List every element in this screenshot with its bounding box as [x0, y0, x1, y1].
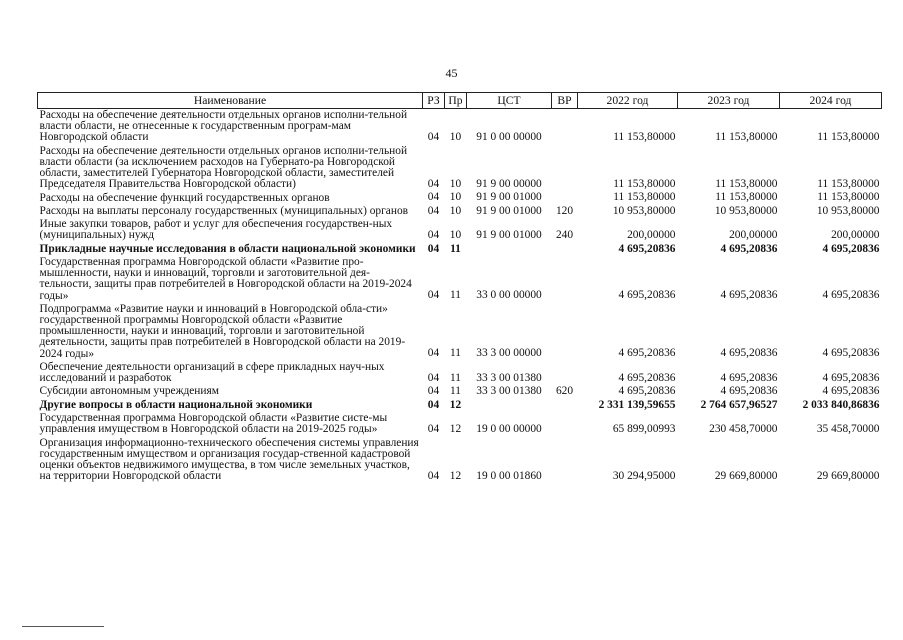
- cell-name: Расходы на обеспечение функций государственных органов: [39, 191, 330, 204]
- budget-table: [37, 92, 882, 483]
- cell-2022: 11 153,80000: [613, 191, 676, 204]
- cell-rz: 04: [427, 131, 440, 144]
- cell-2023: 11 153,80000: [715, 131, 778, 144]
- cell-vr: [552, 191, 578, 204]
- cell-pr: 10: [449, 204, 462, 217]
- cell-2024: 10 953,80000: [816, 204, 880, 217]
- cell-csr: [467, 243, 552, 256]
- cell-vr: 120: [555, 204, 574, 217]
- cell-2023: 4 695,20836: [720, 242, 778, 255]
- cell-name: Государственная программа Новгородской области «Развитие про-мышленности, науки и инноваций, торговли и заготовительной дея-тельности, защиты прав потребителей в Новгородской области на 2019-2024 годы»: [39, 256, 412, 302]
- table-row: [38, 109, 882, 145]
- cell-name: Организация информационно-технического обеспечения системы управления государственным имуществом и организация государ-ственной кадастровой оценки объектов недвижимого имущества, в том числе земельных участков, на территории Новгородской области: [39, 436, 419, 483]
- header-csr: ЦСТ: [467, 93, 552, 109]
- cell-vr: [552, 145, 578, 192]
- cell-rz: 04: [427, 289, 440, 302]
- cell-csr: 33 3 00 00000: [476, 347, 542, 360]
- cell-pr: 11: [450, 289, 461, 302]
- cell-2022: 4 695,20836: [618, 347, 676, 360]
- cell-name: Расходы на обеспечение деятельности отдельных органов исполни-тельной власти области, не отнесенные к государственным програм-мам Новгородской области: [39, 109, 408, 144]
- cell-2024: 35 458,70000: [816, 423, 880, 436]
- table-row: [38, 218, 882, 242]
- cell-csr: [467, 399, 552, 412]
- cell-pr: 11: [450, 347, 461, 360]
- header-name: Наименование: [38, 93, 423, 109]
- table-row: [38, 205, 882, 218]
- cell-pr: 11: [450, 242, 461, 255]
- cell-pr: 11: [450, 371, 461, 384]
- cell-2023: 4 695,20836: [720, 289, 778, 302]
- cell-2023: 29 669,80000: [714, 469, 778, 482]
- cell-2024: 4 695,20836: [822, 385, 880, 398]
- cell-rz: 04: [427, 469, 440, 482]
- page-number: 45: [445, 66, 458, 80]
- cell-rz: 04: [427, 398, 440, 411]
- table-header-row: [38, 93, 882, 109]
- cell-vr: [552, 412, 578, 436]
- cell-2022: 30 294,95000: [612, 469, 676, 482]
- cell-name: Субсидии автономным учреждениям: [39, 385, 219, 398]
- cell-name: Другие вопросы в области национальной экономики: [39, 398, 313, 411]
- cell-2023: 4 695,20836: [720, 347, 778, 360]
- cell-vr: [552, 303, 578, 361]
- cell-csr: 19 0 00 01860: [476, 469, 542, 482]
- cell-2022: 4 695,20836: [618, 385, 676, 398]
- footer-rule: [22, 626, 104, 627]
- cell-vr: 240: [555, 229, 574, 242]
- cell-csr: 33 0 00 00000: [476, 289, 542, 302]
- cell-rz: 04: [427, 229, 440, 242]
- table-row: [38, 243, 882, 256]
- cell-csr: 91 9 00 01000: [476, 229, 542, 242]
- cell-2022: 11 153,80000: [613, 131, 676, 144]
- header-2023: 2023 год: [678, 93, 780, 109]
- cell-name: Расходы на выплаты персоналу государственных (муниципальных) органов: [39, 205, 409, 218]
- cell-rz: 04: [427, 347, 440, 360]
- cell-2022: 200,00000: [627, 229, 676, 242]
- cell-csr: 33 3 00 01380: [476, 371, 542, 384]
- cell-2023: 10 953,80000: [714, 204, 778, 217]
- cell-2024: 4 695,20836: [822, 242, 880, 255]
- cell-2024: 4 695,20836: [822, 347, 880, 360]
- cell-pr: 10: [449, 191, 462, 204]
- cell-vr: [552, 399, 578, 412]
- header-rz: РЗ: [423, 93, 445, 109]
- cell-2022: 10 953,80000: [612, 204, 676, 217]
- table-row: [38, 412, 882, 436]
- table-row: [38, 303, 882, 361]
- header-2022: 2022 год: [578, 93, 678, 109]
- cell-2024: 11 153,80000: [817, 131, 880, 144]
- table-row: [38, 145, 882, 192]
- cell-2024: 11 153,80000: [817, 178, 880, 191]
- cell-2022: 2 331 139,59655: [598, 398, 676, 411]
- cell-name: Обеспечение деятельности организаций в сфере прикладных науч-ных исследований и разработок: [39, 360, 385, 385]
- cell-2023: 11 153,80000: [715, 191, 778, 204]
- cell-vr: [552, 437, 578, 484]
- cell-2023: 2 764 657,96527: [700, 398, 778, 411]
- cell-2023: 230 458,70000: [709, 423, 778, 436]
- cell-2023: 4 695,20836: [720, 385, 778, 398]
- cell-csr: 91 9 00 01000: [476, 191, 542, 204]
- cell-name: Государственная программа Новгородской области «Развитие систе-мы управления имуществом в Новгородской области на 2019-2025 годы»: [39, 412, 388, 436]
- cell-vr: [552, 256, 578, 303]
- header-pr: Пр: [445, 93, 467, 109]
- cell-pr: 12: [449, 423, 462, 436]
- cell-pr: 11: [450, 385, 461, 398]
- cell-csr: 33 3 00 01380: [476, 385, 542, 398]
- cell-2022: 4 695,20836: [618, 371, 676, 384]
- table-row: [38, 385, 882, 398]
- cell-pr: 10: [449, 178, 462, 191]
- cell-vr: [552, 243, 578, 256]
- cell-csr: 91 9 00 01000: [476, 204, 542, 217]
- cell-rz: 04: [427, 191, 440, 204]
- table-row: [38, 437, 882, 484]
- cell-2023: 200,00000: [729, 229, 778, 242]
- header-vr: ВР: [552, 93, 578, 109]
- cell-2023: 4 695,20836: [720, 371, 778, 384]
- cell-2024: 29 669,80000: [816, 469, 880, 482]
- cell-2024: 4 695,20836: [822, 289, 880, 302]
- cell-rz: 04: [427, 423, 440, 436]
- cell-name: Иные закупки товаров, работ и услуг для обеспечения государствен-ных (муниципальных) нужд: [39, 218, 393, 242]
- cell-pr: 12: [449, 469, 462, 482]
- cell-pr: 10: [449, 131, 462, 144]
- table-row: [38, 256, 882, 303]
- cell-2024: 11 153,80000: [817, 191, 880, 204]
- cell-rz: 04: [427, 242, 440, 255]
- cell-rz: 04: [427, 371, 440, 384]
- table-row: [38, 399, 882, 412]
- cell-rz: 04: [427, 385, 440, 398]
- cell-name: Расходы на обеспечение деятельности отдельных органов исполни-тельной власти области (за исключением расходов на Губернато-ра Новгородской области, заместителей Губернатора Новгородской области, заместителей Председателя Правительства Новгородской области): [39, 144, 408, 191]
- cell-name: Прикладные научные исследования в области национальной экономики: [39, 242, 416, 255]
- cell-vr: [552, 361, 578, 385]
- cell-vr: [552, 109, 578, 145]
- cell-csr: 19 0 00 00000: [476, 423, 542, 436]
- cell-2022: 11 153,80000: [613, 178, 676, 191]
- cell-2022: 65 899,00993: [612, 423, 676, 436]
- cell-csr: 91 0 00 00000: [476, 131, 542, 144]
- cell-vr: 620: [555, 385, 574, 398]
- cell-2022: 4 695,20836: [618, 242, 676, 255]
- cell-2023: 11 153,80000: [715, 178, 778, 191]
- cell-csr: 91 9 00 00000: [476, 178, 542, 191]
- cell-name: Подпрограмма «Развитие науки и инноваций в Новгородской обла-сти» государственной программы Новгородской области «Развитие промышленности, науки и инноваций, торговли и заготовительной деятельности, защиты прав потребителей в Новгородской области на 2019-2024 годы»: [39, 302, 406, 360]
- cell-2022: 4 695,20836: [618, 289, 676, 302]
- table-body: [38, 109, 882, 484]
- cell-pr: 12: [449, 398, 462, 411]
- cell-2024: 4 695,20836: [822, 371, 880, 384]
- cell-rz: 04: [427, 178, 440, 191]
- table-row: [38, 191, 882, 204]
- cell-2024: 2 033 840,86836: [802, 398, 880, 411]
- table-row: [38, 361, 882, 385]
- header-2024: 2024 год: [780, 93, 882, 109]
- cell-rz: 04: [427, 204, 440, 217]
- cell-2024: 200,00000: [831, 229, 880, 242]
- cell-pr: 10: [449, 229, 462, 242]
